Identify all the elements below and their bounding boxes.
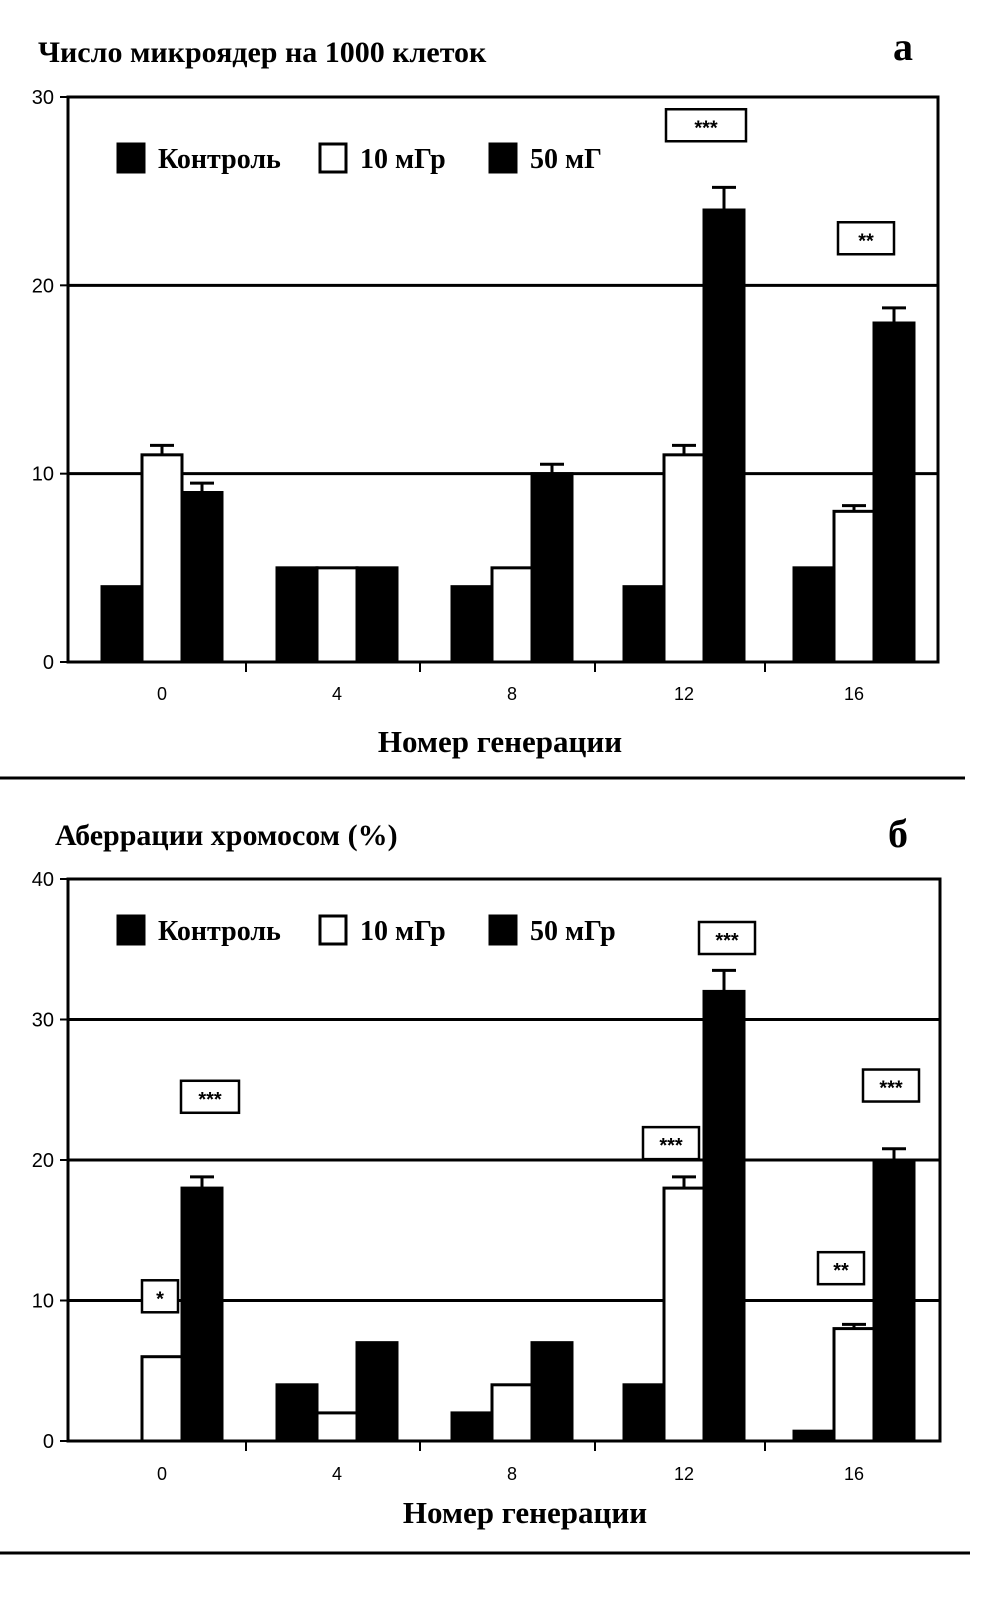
bar-b-s2-16 (874, 1160, 914, 1441)
legend-swatch-b-2 (490, 916, 516, 944)
panel-b-letter: б (888, 811, 908, 856)
bar-b-s0-8 (452, 1413, 492, 1441)
y-tick-label-b-30: 30 (31, 1009, 54, 1032)
y-tick-label-b-40: 40 (31, 869, 54, 891)
bar-a-s2-16 (874, 323, 914, 662)
bar-a-s1-0 (142, 455, 182, 662)
y-tick-label-b-10: 10 (31, 1290, 54, 1313)
bar-a-s0-8 (452, 587, 492, 662)
significance-label-a-1: ** (858, 230, 874, 253)
bar-b-s0-4 (277, 1385, 317, 1441)
legend-label-b-2: 50 мГр (530, 916, 616, 947)
x-tick-label-a-0: 0 (156, 684, 168, 704)
panel-a-xlabel: Номер генерации (377, 724, 623, 759)
bar-b-s2-4 (357, 1343, 397, 1441)
legend-label-a-0: Контроль (158, 144, 281, 175)
bar-a-s2-0 (182, 493, 222, 663)
y-tick-label-a-20: 20 (31, 275, 54, 298)
bar-a-s1-8 (492, 568, 532, 662)
bar-b-s1-8 (492, 1385, 532, 1441)
legend-swatch-a-1 (320, 144, 346, 172)
bar-b-s0-12 (624, 1385, 664, 1441)
x-tick-label-b-16: 16 (843, 1464, 865, 1484)
panel-b-title: Аберрации хромосом (%) (55, 819, 398, 852)
x-tick-label-b-0: 0 (156, 1464, 168, 1484)
panel-a-plot (32, 87, 938, 704)
bar-b-s2-0 (182, 1188, 222, 1441)
x-tick-label-a-12: 12 (673, 684, 695, 704)
significance-label-b-4: *** (879, 1077, 903, 1100)
panel-b-xlabel: Номер генерации (402, 1495, 648, 1530)
x-tick-label-a-4: 4 (331, 684, 343, 704)
x-tick-label-b-8: 8 (506, 1464, 518, 1484)
significance-label-b-1: * (156, 1288, 164, 1311)
bar-a-s0-16 (794, 568, 834, 662)
legend-label-b-0: Контроль (158, 916, 281, 947)
significance-label-b-3: *** (659, 1135, 683, 1158)
bar-b-s1-0 (142, 1357, 182, 1441)
panel-a-letter: а (893, 24, 913, 69)
legend-label-b-1: 10 мГр (360, 916, 446, 947)
panel-a-title: Число микроядер на 1000 клеток (38, 36, 487, 69)
bar-b-s2-8 (532, 1343, 572, 1441)
significance-label-a-0: *** (694, 117, 718, 140)
bar-b-s0-16 (794, 1431, 834, 1441)
legend-label-a-1: 10 мГр (360, 144, 446, 175)
legend-label-a-2: 50 мГ (530, 144, 602, 175)
bar-a-s2-12 (704, 210, 744, 662)
y-tick-label-b-0: 0 (42, 1431, 54, 1453)
significance-label-b-5: ** (833, 1260, 849, 1283)
bar-a-s0-4 (277, 568, 317, 662)
bar-a-s1-4 (317, 568, 357, 662)
x-tick-label-b-12: 12 (673, 1464, 695, 1484)
panel-b-plot (32, 869, 940, 1484)
x-tick-label-a-8: 8 (506, 684, 518, 704)
y-tick-label-a-10: 10 (31, 463, 54, 486)
bar-a-s0-0 (102, 587, 142, 662)
legend-swatch-a-2 (490, 144, 516, 172)
bar-b-s1-12 (664, 1188, 704, 1441)
bar-b-s1-16 (834, 1329, 874, 1441)
x-tick-label-a-16: 16 (843, 684, 865, 704)
bar-a-s1-12 (664, 455, 704, 662)
legend-swatch-b-1 (320, 916, 346, 944)
bar-b-s1-4 (317, 1413, 357, 1441)
bar-b-s2-12 (704, 991, 744, 1441)
legend-swatch-b-0 (118, 916, 144, 944)
bar-a-s0-12 (624, 587, 664, 662)
y-tick-label-a-30: 30 (31, 87, 54, 109)
bar-a-s1-16 (834, 511, 874, 662)
panel-a (32, 24, 938, 759)
y-tick-label-b-20: 20 (31, 1150, 54, 1172)
x-tick-label-b-4: 4 (331, 1464, 343, 1484)
significance-label-b-0: *** (198, 1088, 222, 1111)
panel-b (32, 811, 940, 1530)
bar-a-s2-8 (532, 474, 572, 662)
significance-label-b-2: *** (715, 930, 739, 953)
legend-swatch-a-0 (118, 144, 144, 172)
y-tick-label-a-0: 0 (42, 652, 54, 674)
bar-a-s2-4 (357, 568, 397, 662)
